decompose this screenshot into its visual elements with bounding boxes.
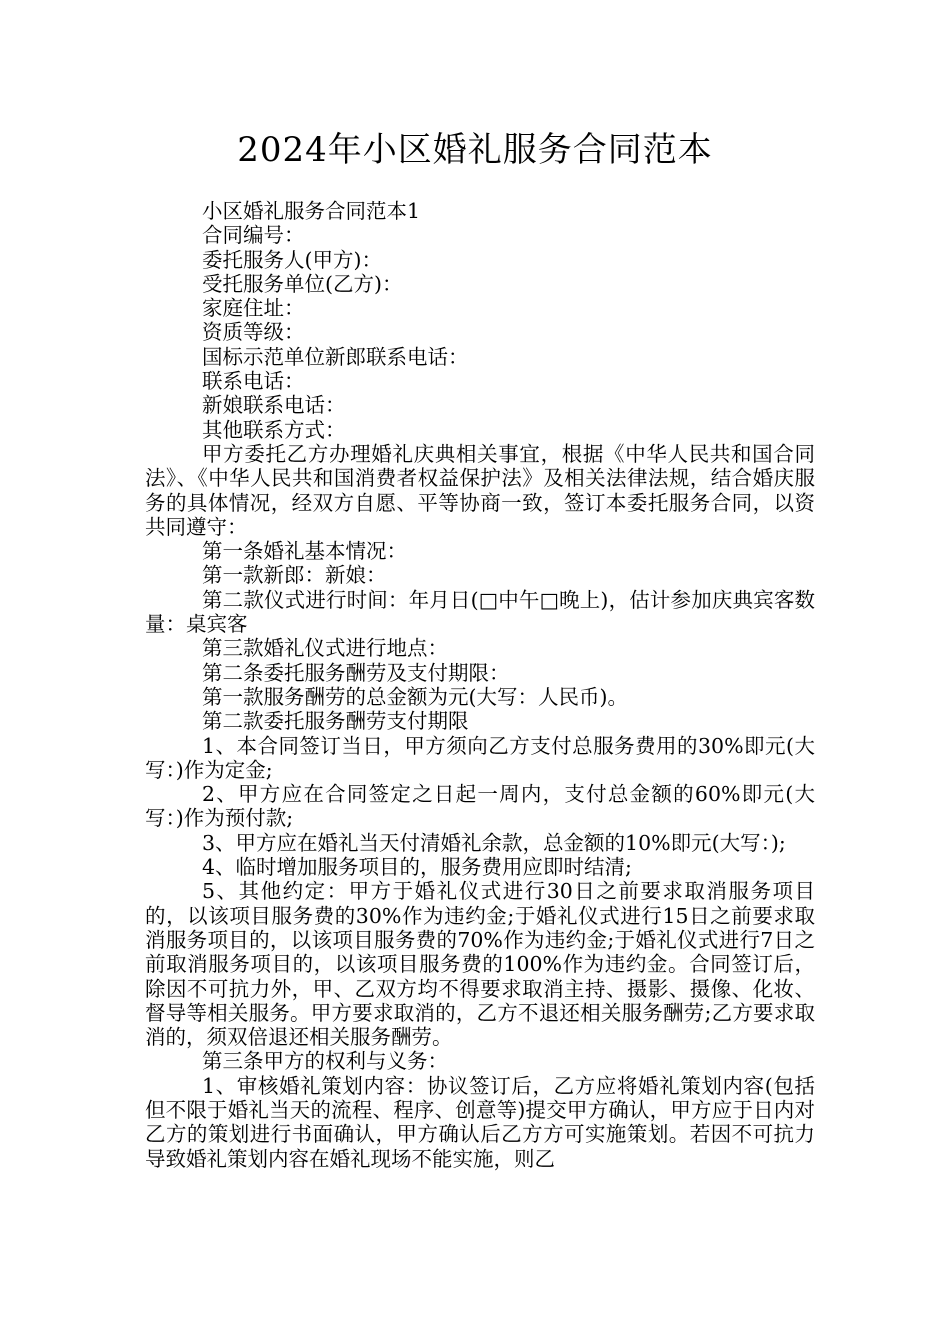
field-party-a: 委托服务人(甲方)：: [202, 247, 382, 272]
article-1-clause-3: 第三款婚礼仪式进行地点：: [202, 636, 448, 661]
article-2-heading: 第二条委托服务酬劳及支付期限：: [202, 660, 510, 685]
payment-item-4: 4、临时增加服务项目的，服务费用应即时结清;: [202, 855, 632, 880]
article-2-clause-1: 第一款服务酬劳的总金额为元(大写：人民币)。: [202, 684, 628, 709]
field-party-b: 受托服务单位(乙方)：: [202, 271, 403, 296]
preamble-paragraph: 甲方委托乙方办理婚礼庆典相关事宜，根据《中华人民共和国合同法》、《中华人民共和国消费者权益保护法》及相关法律法规，结合婚庆服务的具体情况，经双方自愿、平等协商一致，签订本委托服务合同，以资共同遵守：: [145, 441, 815, 539]
payment-item-1: 1、本合同签订当日，甲方须向乙方支付总服务费用的30%即元(大写：)作为定金;: [145, 733, 815, 782]
field-bride-phone: 新娘联系电话：: [202, 393, 346, 418]
payment-item-5: 5、其他约定：甲方于婚礼仪式进行30日之前要求取消服务项目的，以该项目服务费的30%作为违约金;于婚礼仪式进行15日之前要求取消服务项目的，以该项目服务费的70%作为违约金;于婚礼仪式进行7日之前取消服务项目的，以该项目服务费的100%作为违约金。合同签订后，除因不可抗力外，甲、乙双方均不得要求取消主持、摄影、摄像、化妆、督导等相关服务。甲方要求取消的，乙方不退还相关服务酬劳;乙方要求取消的，须双倍退还相关服务酬劳。: [145, 879, 815, 1050]
payment-item-2: 2、甲方应在合同签定之日起一周内，支付总金额的60%即元(大写：)作为预付款;: [145, 782, 815, 831]
payment-item-3: 3、甲方应在婚礼当天付清婚礼余款，总金额的10%即元(大写：);: [202, 830, 786, 855]
document-body: [145, 199, 815, 1171]
field-phone: 联系电话：: [202, 369, 305, 394]
article-1-heading: 第一条婚礼基本情况：: [202, 539, 407, 564]
field-groom-phone: 国标示范单位新郎联系电话：: [202, 344, 469, 369]
article-1-clause-2: 第二款仪式进行时间：年月日(□中午□晚上)，估计参加庆典宾客数量：桌宾客: [145, 587, 815, 637]
field-qualification: 资质等级：: [202, 320, 305, 345]
field-other-contact: 其他联系方式：: [202, 417, 346, 442]
field-contract-number: 合同编号：: [202, 223, 305, 248]
section-heading: 小区婚礼服务合同范本1: [202, 199, 421, 223]
document-title: 2024年小区婚礼服务合同范本: [237, 130, 713, 170]
article-3-heading: 第三条甲方的权利与义务：: [202, 1049, 448, 1074]
field-home-address: 家庭住址：: [202, 296, 305, 321]
article-2-clause-2: 第二款委托服务酬劳支付期限: [202, 709, 469, 734]
article-3-item-1: 1、审核婚礼策划内容：协议签订后，乙方应将婚礼策划内容(包括但不限于婚礼当天的流程、程序、创意等)提交甲方确认，甲方应于日内对乙方的策划进行书面确认，甲方确认后乙方方可实施策划。若因不可抗力导致婚礼策划内容在婚礼现场不能实施，则乙: [145, 1073, 815, 1171]
article-1-clause-1: 第一款新郎：新娘：: [202, 563, 387, 588]
